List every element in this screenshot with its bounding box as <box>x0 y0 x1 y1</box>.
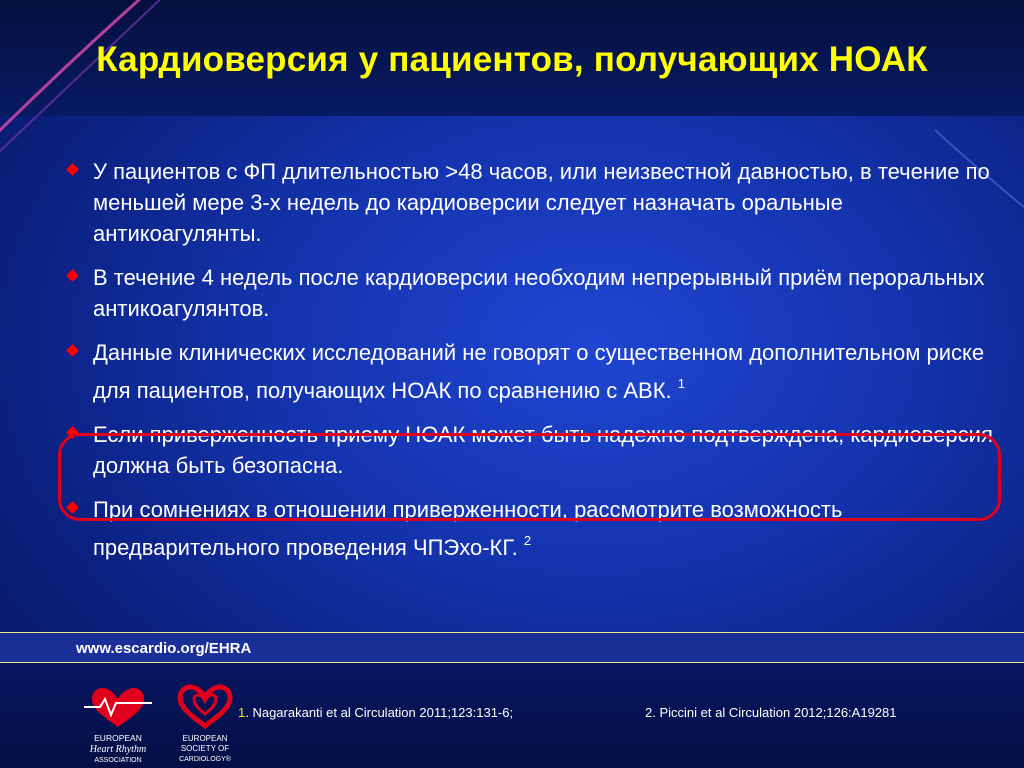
diamond-bullet-icon <box>66 163 79 176</box>
bullet-text: При сомнениях в отношении приверженности, рассмотрите возможность предварительного проведения ЧПЭхо-КГ. <box>93 497 843 560</box>
esc-logo-text-2: SOCIETY OF <box>180 744 230 753</box>
slide-title: Кардиоверсия у пациентов, получающих НОАК <box>96 40 928 79</box>
diamond-bullet-icon <box>66 344 79 357</box>
bullet-text: У пациентов с ФП длительностью >48 часов, или неизвестной давностью, в течение по меньшей мере 3-х недель до кардиоверсии следует назначать оральные антикоагулянты. <box>93 159 990 246</box>
reference-superscript: 1 <box>677 376 686 391</box>
esc-logo-text-1: EUROPEAN <box>182 734 228 743</box>
esc-logo-icon <box>170 681 240 765</box>
reference-superscript: 2 <box>523 533 532 548</box>
bullet-text: Если приверженность приему НОАК может быть надежно подтверждена, кардиоверсия должна быть безопасна. <box>93 422 993 478</box>
bullet-item <box>68 156 1003 249</box>
bullet-text: Данные клинических исследований не говорят о существенном дополнительном риске для пациентов, получающих НОАК по сравнению с АВК. <box>93 340 985 403</box>
footer <box>0 663 1024 768</box>
highlight-frame <box>58 433 1001 521</box>
bullet-item <box>68 337 1003 406</box>
reference-1-number: 1 <box>238 705 246 720</box>
esc-logo-text-3: CARDIOLOGY® <box>179 756 231 763</box>
ehra-logo-text-2: Heart Rhythm <box>89 744 147 755</box>
bullet-text: В течение 4 недель после кардиоверсии необходим непрерывный приём пероральных антикоагулянтов. <box>93 265 985 321</box>
url-bar <box>0 632 1024 663</box>
reference-1-text: . Nagarakanti et al Circulation 2011;123:131-6; <box>245 705 514 720</box>
website-link[interactable]: www.escardio.org/EHRA <box>76 640 252 657</box>
reference-2: 2. Piccini et al Circulation 2012;126:A19281 <box>645 705 897 720</box>
ehra-logo-text-1: EUROPEAN <box>94 733 142 743</box>
ehra-logo-icon <box>78 681 158 765</box>
reference-1 <box>238 705 513 720</box>
ehra-logo-text-3: ASSOCIATION <box>94 757 142 764</box>
bullet-item <box>68 262 1003 324</box>
diamond-bullet-icon <box>66 269 79 282</box>
